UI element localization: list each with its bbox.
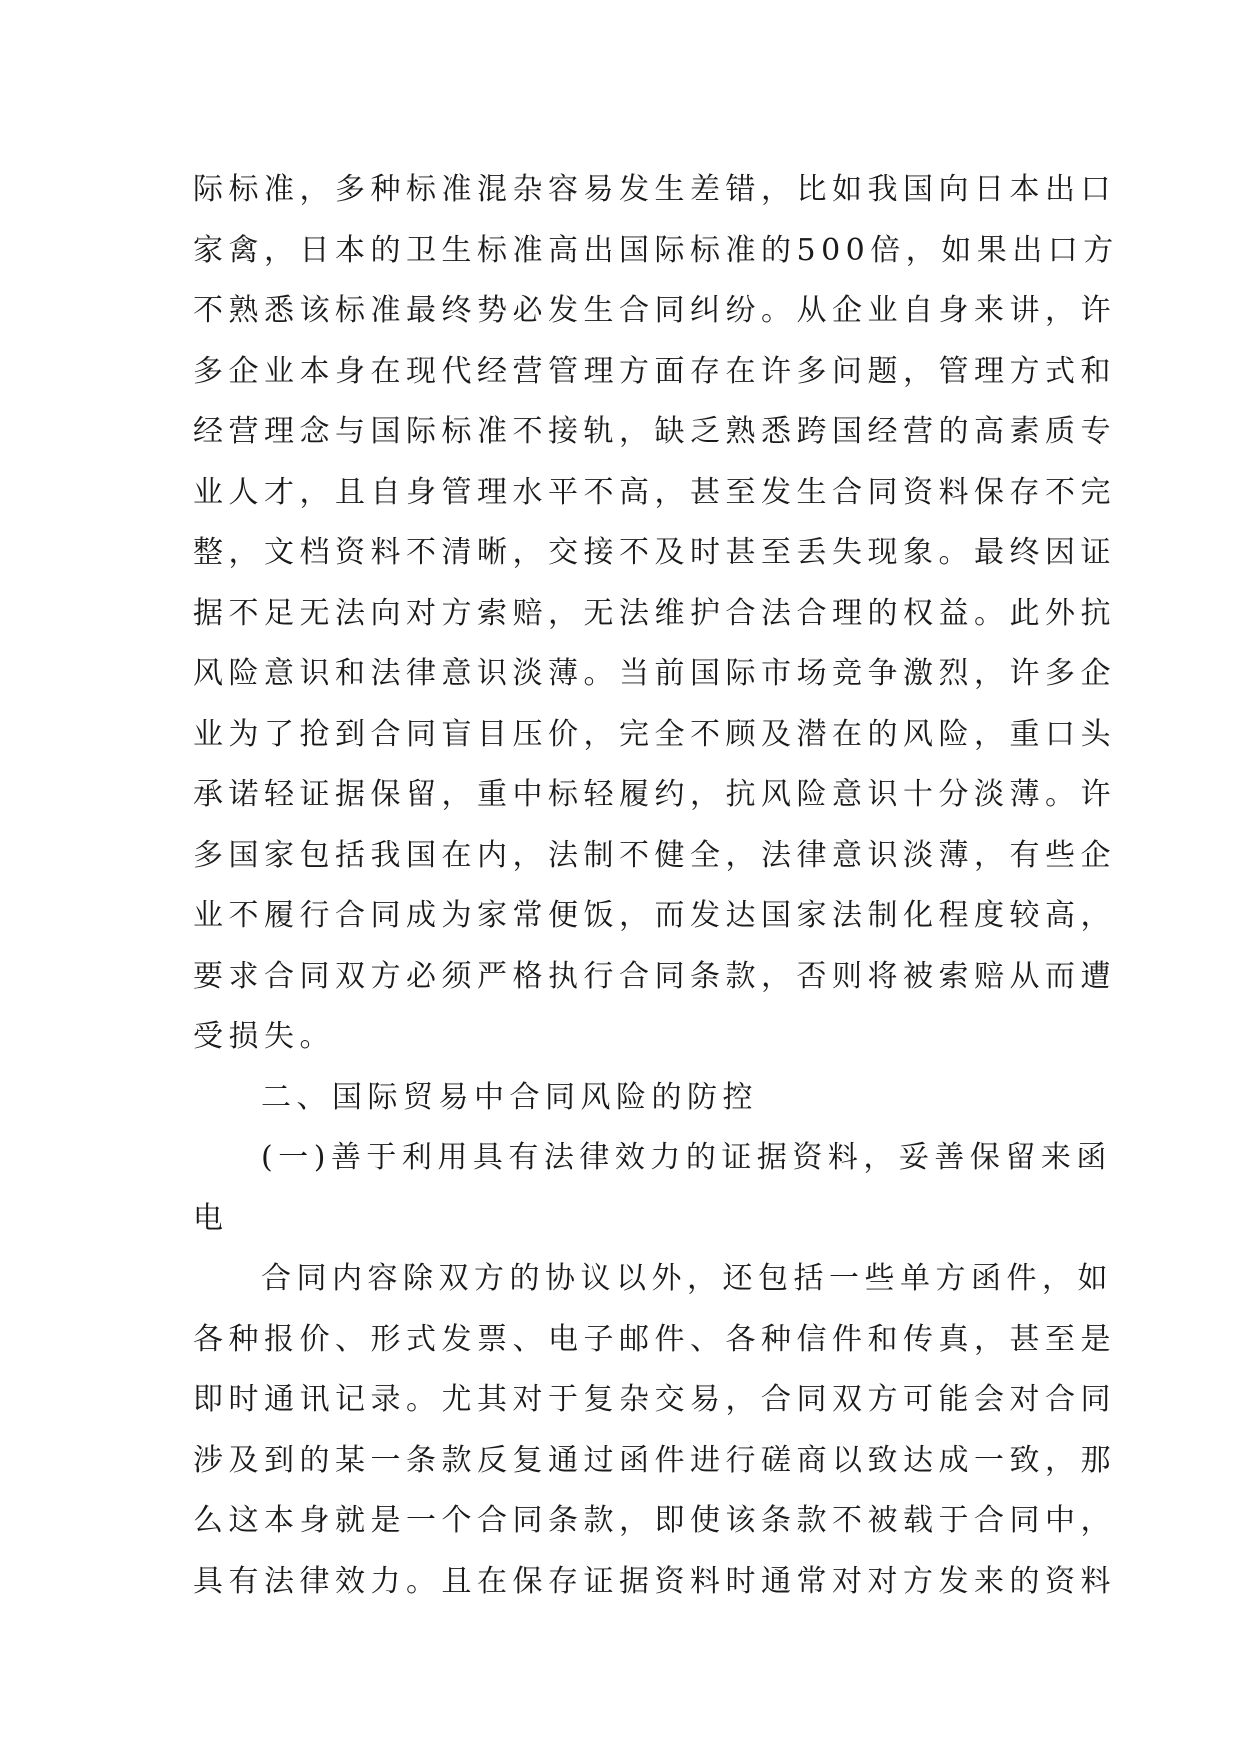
text-line: 多企业本身在现代经营管理方面存在许多问题，管理方式和: [193, 353, 1116, 389]
subsection-heading-continued: 电: [193, 1200, 229, 1236]
text-line: 际标准，多种标准混杂容易发生差错，比如我国向日本出口: [193, 172, 1116, 207]
text-line: 承诺轻证据保留，重中标轻履约，抗风险意识十分淡薄。许: [193, 777, 1116, 812]
text-line: 么这本身就是一个合同条款，即使该条款不被载于合同中，: [193, 1503, 1116, 1538]
text-line: 即时通讯记录。尤其对于复杂交易，合同双方可能会对合同: [193, 1382, 1116, 1417]
body-text: [193, 160, 1119, 1612]
text-line: 业不履行合同成为家常便饭，而发达国家法制化程度较高，: [193, 898, 1116, 933]
text-line: 各种报价、形式发票、电子邮件、各种信件和传真，甚至是: [193, 1321, 1116, 1357]
text-line: 涉及到的某一条款反复通过函件进行磋商以致达成一致，那: [193, 1442, 1116, 1478]
section-heading: 二、国际贸易中合同风险的防控: [261, 1079, 758, 1115]
text-line: 家禽，日本的卫生标准高出国际标准的500倍，如果出口方: [193, 232, 1119, 268]
text-line: 业人才，且自身管理水平不高，甚至发生合同资料保存不完: [193, 474, 1116, 510]
text-line: 不熟悉该标准最终势必发生合同纠纷。从企业自身来讲，许: [193, 293, 1116, 328]
text-line: 经营理念与国际标准不接轨，缺乏熟悉跨国经营的高素质专: [193, 414, 1116, 449]
text-line: 业为了抢到合同盲目压价，完全不顾及潜在的风险，重口头: [193, 716, 1116, 752]
text-line: 多国家包括我国在内，法制不健全，法律意识淡薄，有些企: [193, 837, 1116, 873]
text-line: 据不足无法向对方索赔，无法维护合法合理的权益。此外抗: [193, 595, 1116, 631]
text-line: 具有法律效力。且在保存证据资料时通常对对方发来的资料: [193, 1563, 1116, 1599]
text-line: 受损失。: [193, 1019, 335, 1054]
text-line: 风险意识和法律意识淡薄。当前国际市场竞争激烈，许多企: [193, 656, 1116, 691]
paragraph-start: 合同内容除双方的协议以外，还包括一些单方函件，如: [261, 1261, 1113, 1296]
subsection-heading: (一)善于利用具有法律效力的证据资料，妥善保留来函: [261, 1140, 1112, 1175]
text-line: 要求合同双方必须严格执行合同条款，否则将被索赔从而遭: [193, 958, 1116, 994]
text-line: 整，文档资料不清晰，交接不及时甚至丢失现象。最终因证: [193, 535, 1116, 570]
